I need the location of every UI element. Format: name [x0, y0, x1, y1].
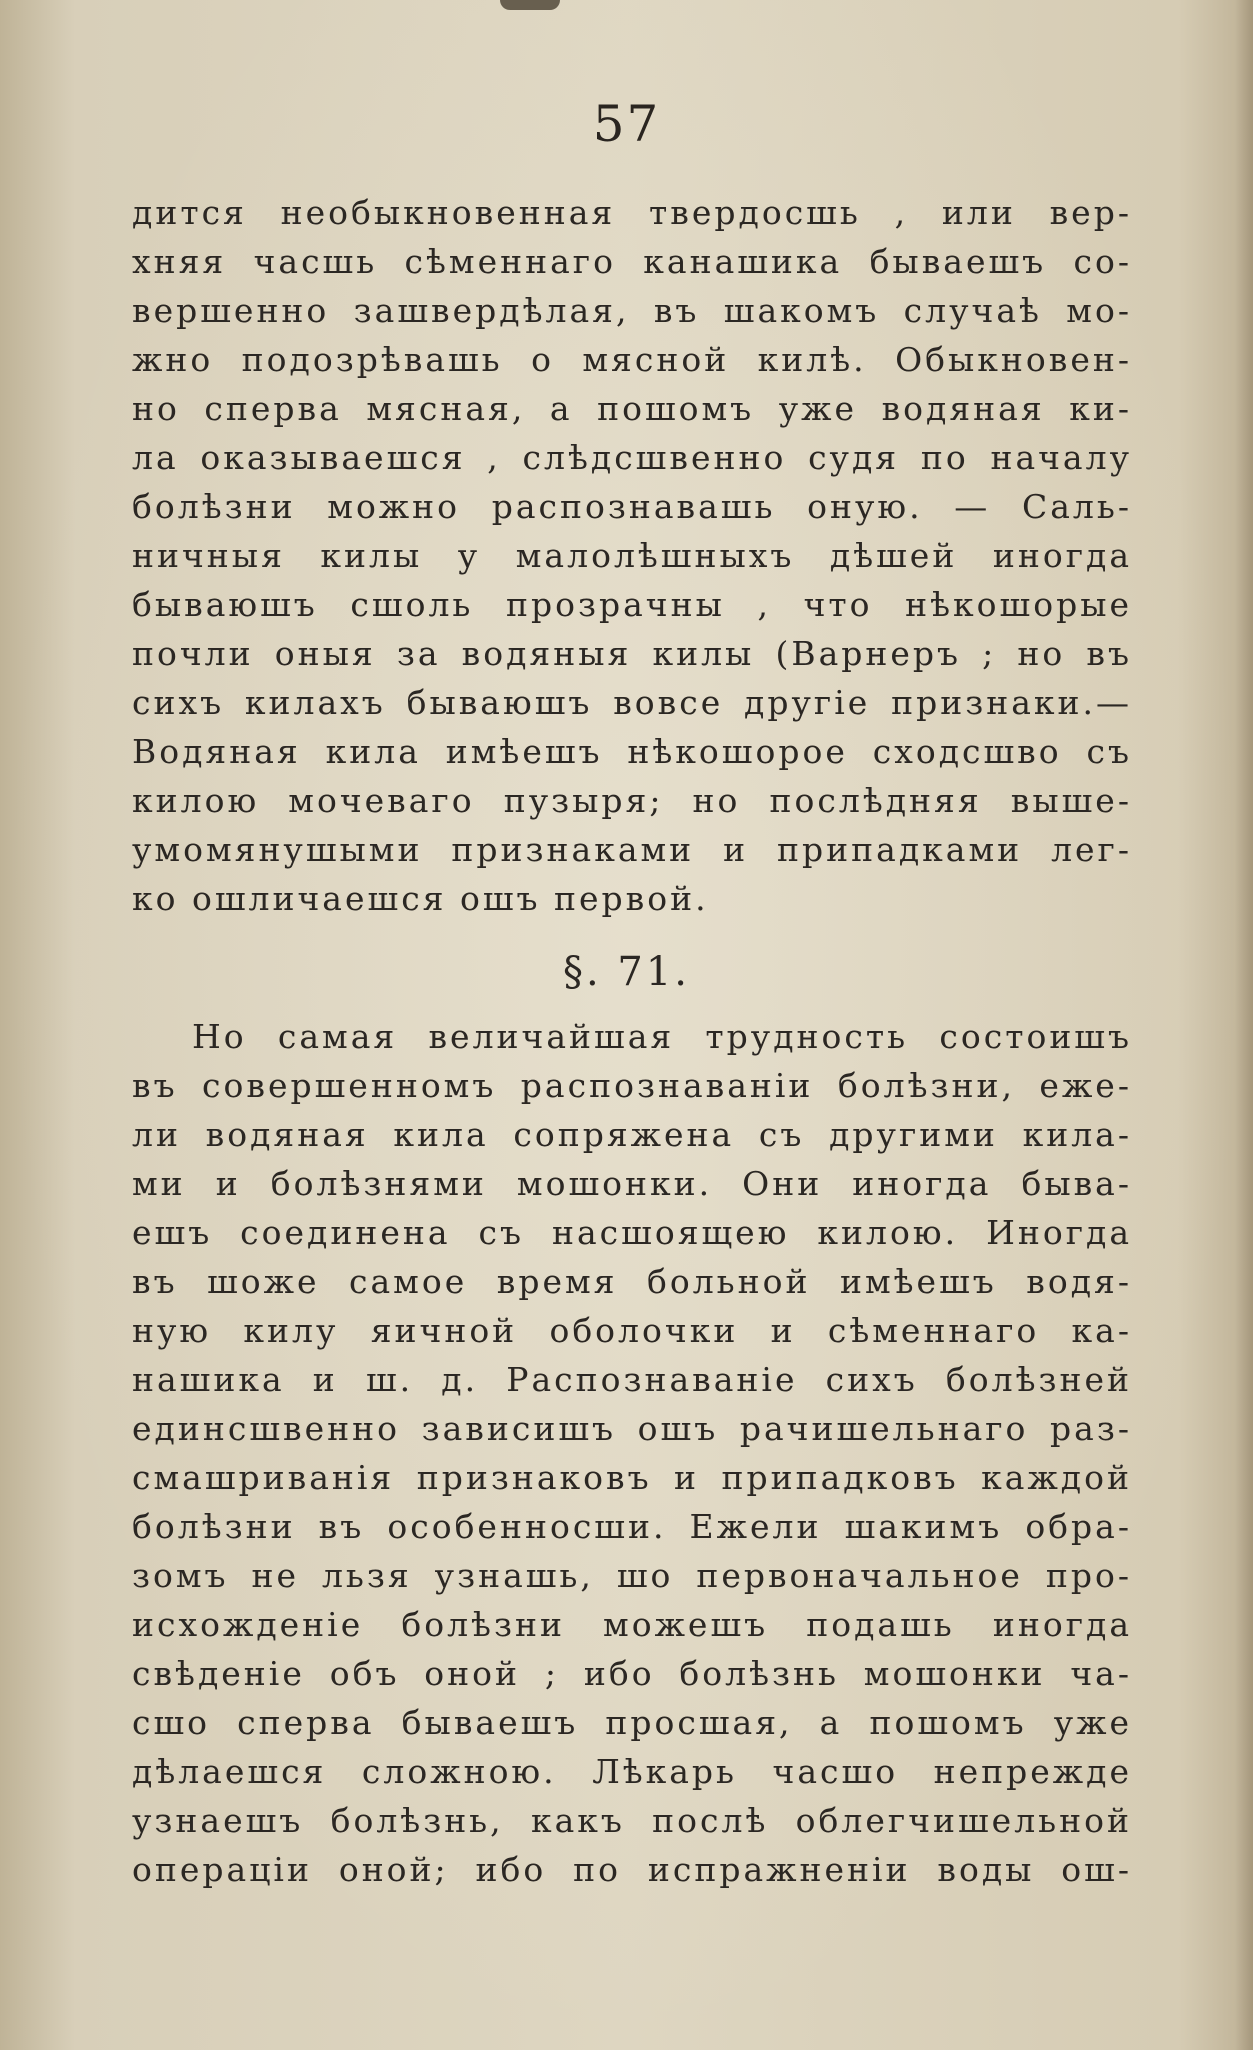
text-line: узнаешъ болѣзнь, какъ послѣ облегчишельной [132, 1801, 1132, 1840]
text-line: хняя часшь сѣменнаго канашика бываешъ со- [132, 242, 1132, 281]
text-line: болѣзни можно распознавашь оную. — Саль- [132, 487, 1132, 526]
text-line: ничныя килы у малолѣшныхъ дѣшей иногда [132, 536, 1132, 575]
text-line: ми и болѣзнями мошонки. Они иногда быва- [132, 1164, 1132, 1203]
text-line: въ шоже самое время больной имѣешъ водя- [132, 1262, 1132, 1301]
text-line: ешъ соединена съ насшоящею килою. Иногда [132, 1213, 1132, 1252]
text-line: ную килу яичной оболочки и сѣменнаго ка- [132, 1311, 1132, 1350]
text-line: дится необыкновенная твердосшь , или вер- [132, 193, 1132, 232]
text-line: свѣденіе объ оной ; ибо болѣзнь мошонки ча- [132, 1654, 1132, 1693]
text-line: Но самая величайшая трудность состоишъ [192, 1017, 1132, 1056]
text-line: ли водяная кила сопряжена съ другими кила- [132, 1115, 1132, 1154]
text-line: почли оныя за водяныя килы (Варнеръ ; но въ [132, 634, 1132, 673]
text-line: сшо сперва бываешъ просшая, а пошомъ уже [132, 1703, 1132, 1742]
text-line: зомъ не льзя узнашь, шо первоначальное про- [132, 1556, 1132, 1595]
text-line: сихъ килахъ бываюшъ вовсе другіе признаки.— [132, 683, 1132, 722]
text-line: ла оказываешся , слѣдсшвенно судя по началу [132, 438, 1132, 477]
text-line: исхожденіе болѣзни можешъ подашь иногда [132, 1605, 1132, 1644]
text-line: килою мочеваго пузыря; но послѣдняя выше- [132, 781, 1132, 820]
text-line: бываюшъ сшоль прозрачны , что нѣкошорые [132, 585, 1132, 624]
text-line: дѣлаешся сложною. Лѣкарь часшо непрежде [132, 1752, 1132, 1791]
ink-stain [500, 0, 560, 10]
text-line: операціи оной; ибо по испражненіи воды ош- [132, 1850, 1132, 1889]
text-line: въ совершенномъ распознаваніи болѣзни, еже- [132, 1066, 1132, 1105]
paragraph-2 [132, 1012, 1132, 1894]
text-line: умомянушыми признаками и припадками лег- [132, 830, 1132, 869]
text-line: болѣзни въ особенносши. Ежели шакимъ обра- [132, 1507, 1132, 1546]
text-line: но сперва мясная, а пошомъ уже водяная ки- [132, 389, 1132, 428]
paragraph-1 [132, 188, 1132, 923]
text-line: нашика и ш. д. Распознаваніе сихъ болѣзней [132, 1360, 1132, 1399]
binding-shadow [1235, 0, 1253, 2050]
text-line: вершенно зашвердѣлая, въ шакомъ случаѣ мо- [132, 291, 1132, 330]
text-line: Водяная кила имѣешъ нѣкошорое сходсшво съ [132, 732, 1132, 771]
page-number: 57 [592, 95, 661, 153]
text-line: жно подозрѣвашь о мясной килѣ. Обыкновен- [132, 340, 1132, 379]
section-heading: §. 71. [562, 949, 691, 995]
text-line: единсшвенно зависишъ ошъ рачишельнаго раз- [132, 1409, 1132, 1448]
text-line: ко ошличаешся ошъ первой. [132, 879, 709, 918]
text-line: смашриванія признаковъ и припадковъ каждой [132, 1458, 1132, 1497]
